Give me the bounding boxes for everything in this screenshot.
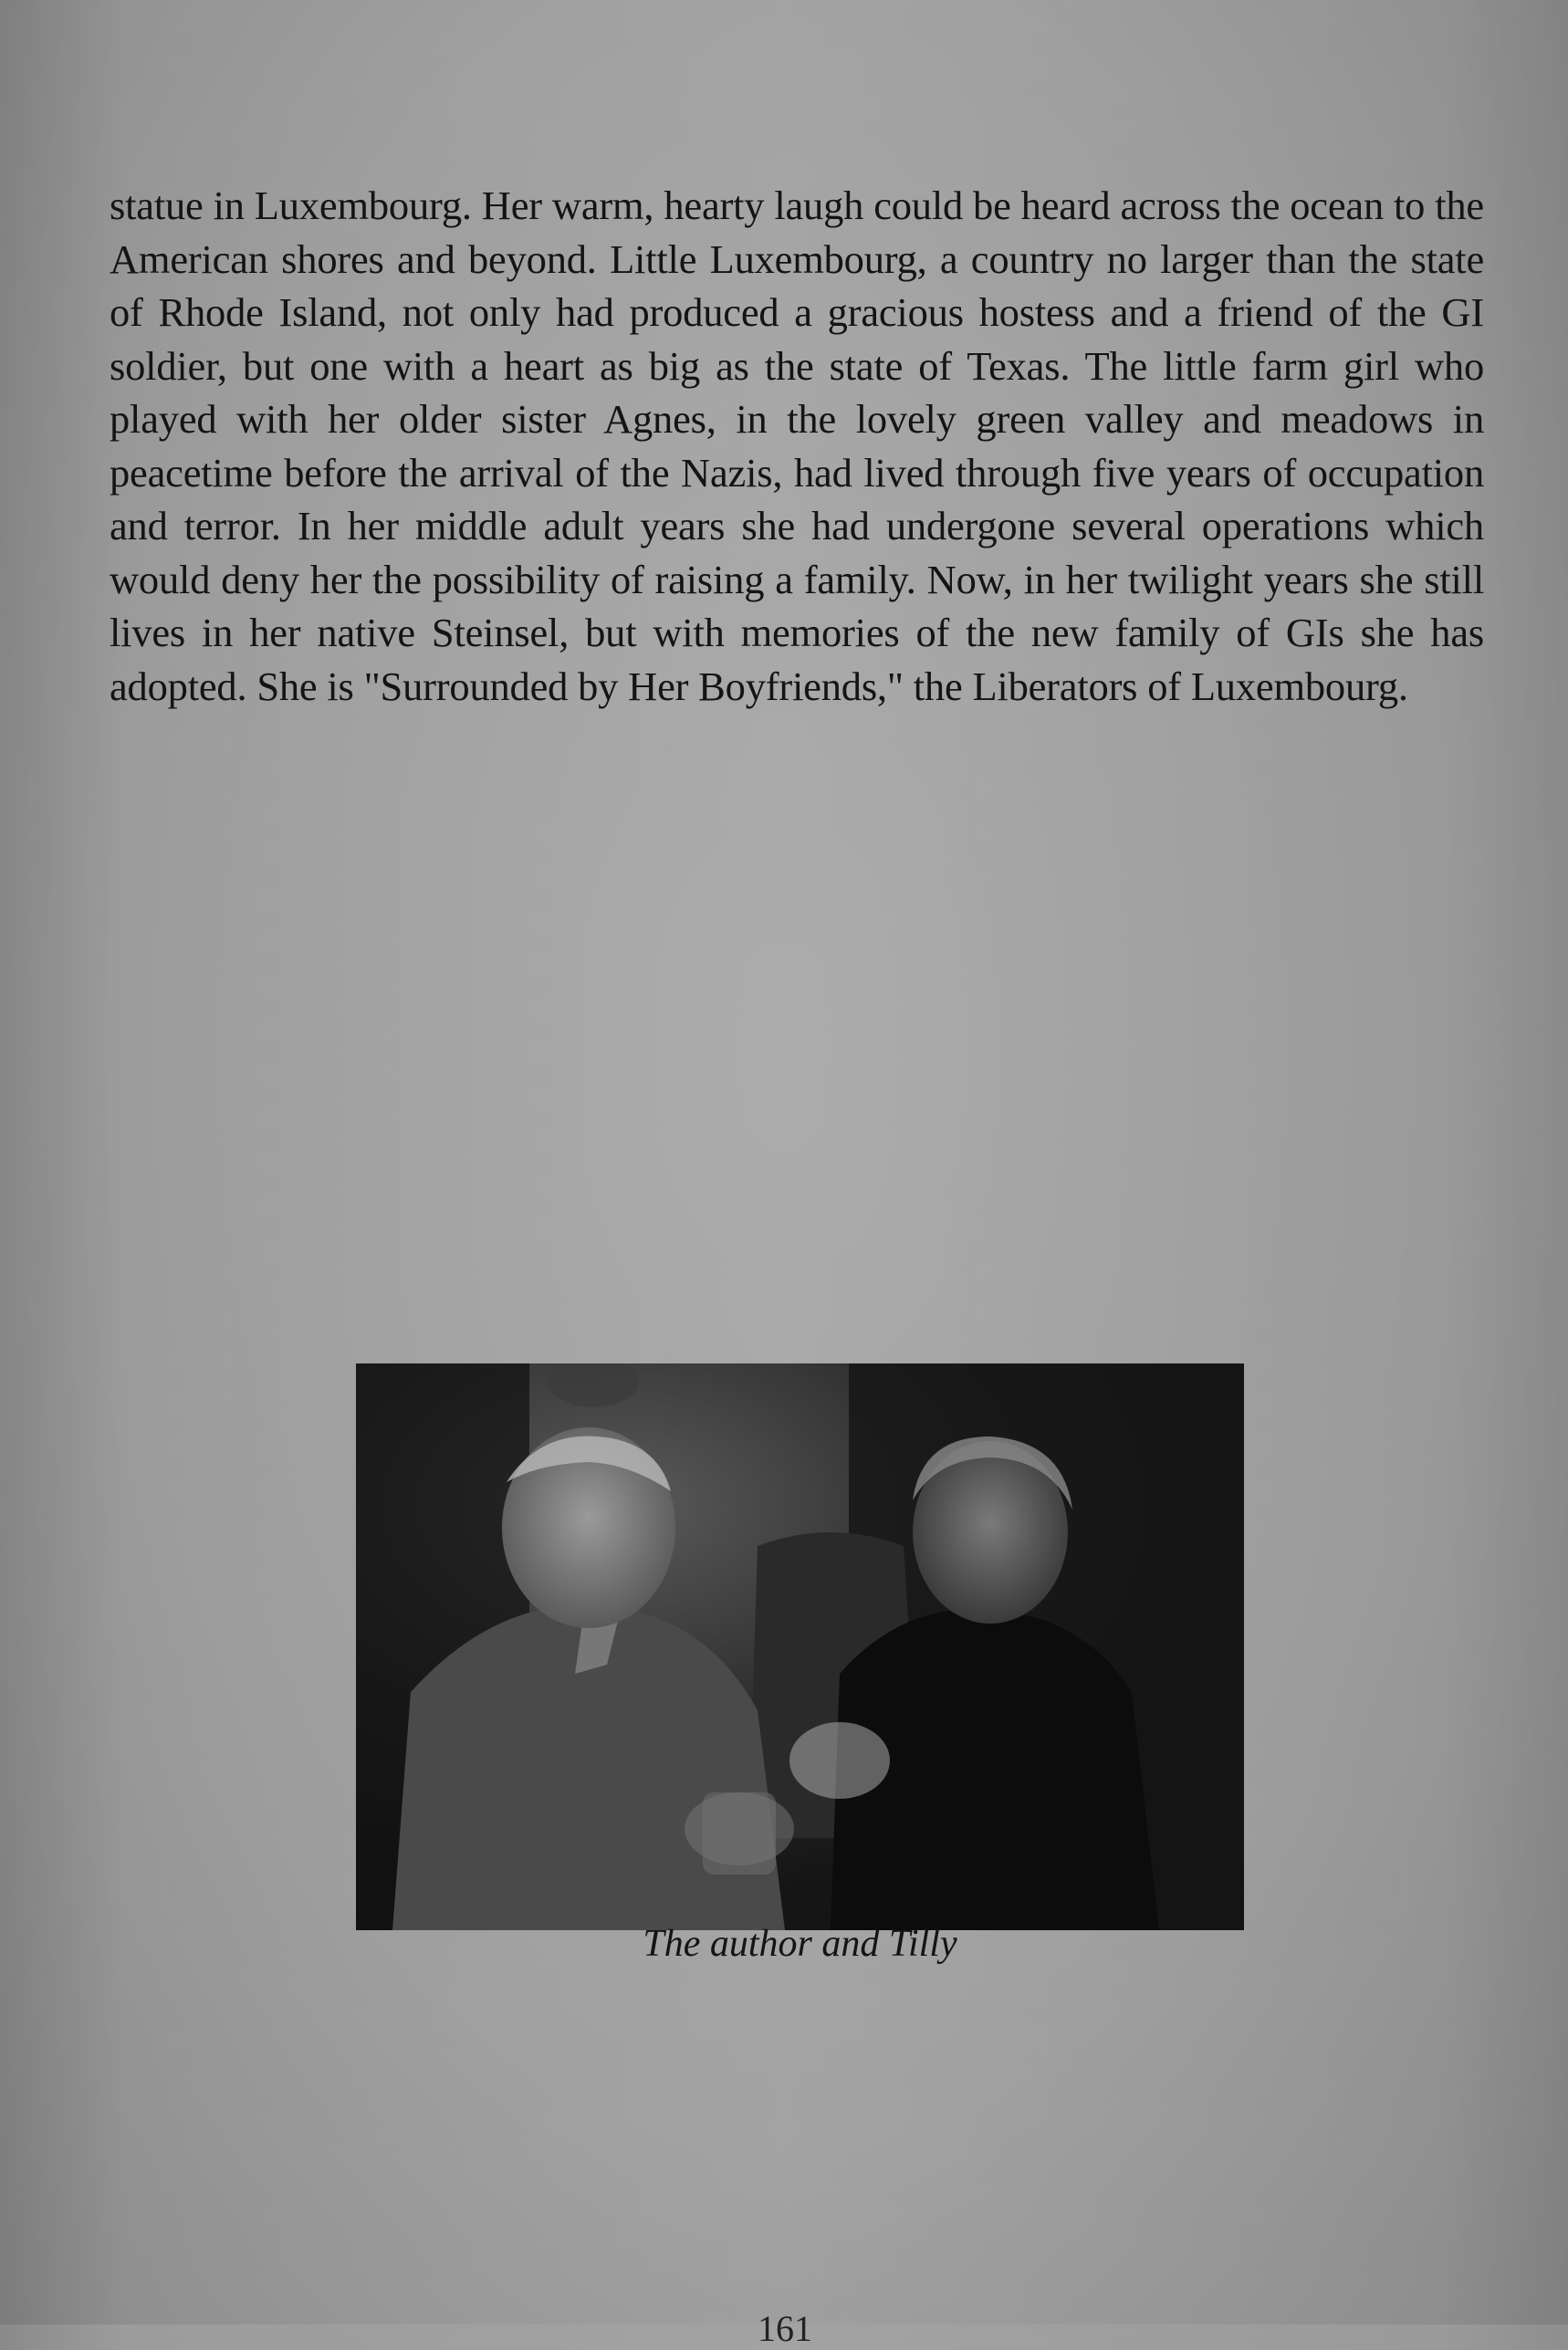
photo-image bbox=[356, 1363, 1244, 1930]
photo-caption: The author and Tilly bbox=[643, 1923, 957, 1965]
show-through-texture bbox=[110, 730, 1497, 1387]
page-number: 161 bbox=[758, 2308, 812, 2349]
photo-author-and-tilly bbox=[356, 1363, 1244, 1930]
body-paragraph: statue in Luxembourg. Her warm, hearty laugh could be heard across the ocean to the American shores and beyond. Little Luxembourg, a country no larger than the state of Rhode Island, not only had produced a gracious hostess and a friend of the GI soldier, but one with a heart as big as the state of Texas. The little farm girl who played with her older sister Agnes, in the lovely green valley and meadows in peacetime before the arrival of the Nazis, had lived through five years of occupation and terror. In her middle adult years she had undergone several operations which would deny her the possibility of raising a family. Now, in her twilight years she still lives in her native Steinsel, but with memories of the new family of GIs she has adopted. She is "Surrounded by Her Boyfriends," the Liberators of Luxembourg. bbox=[110, 183, 1484, 709]
